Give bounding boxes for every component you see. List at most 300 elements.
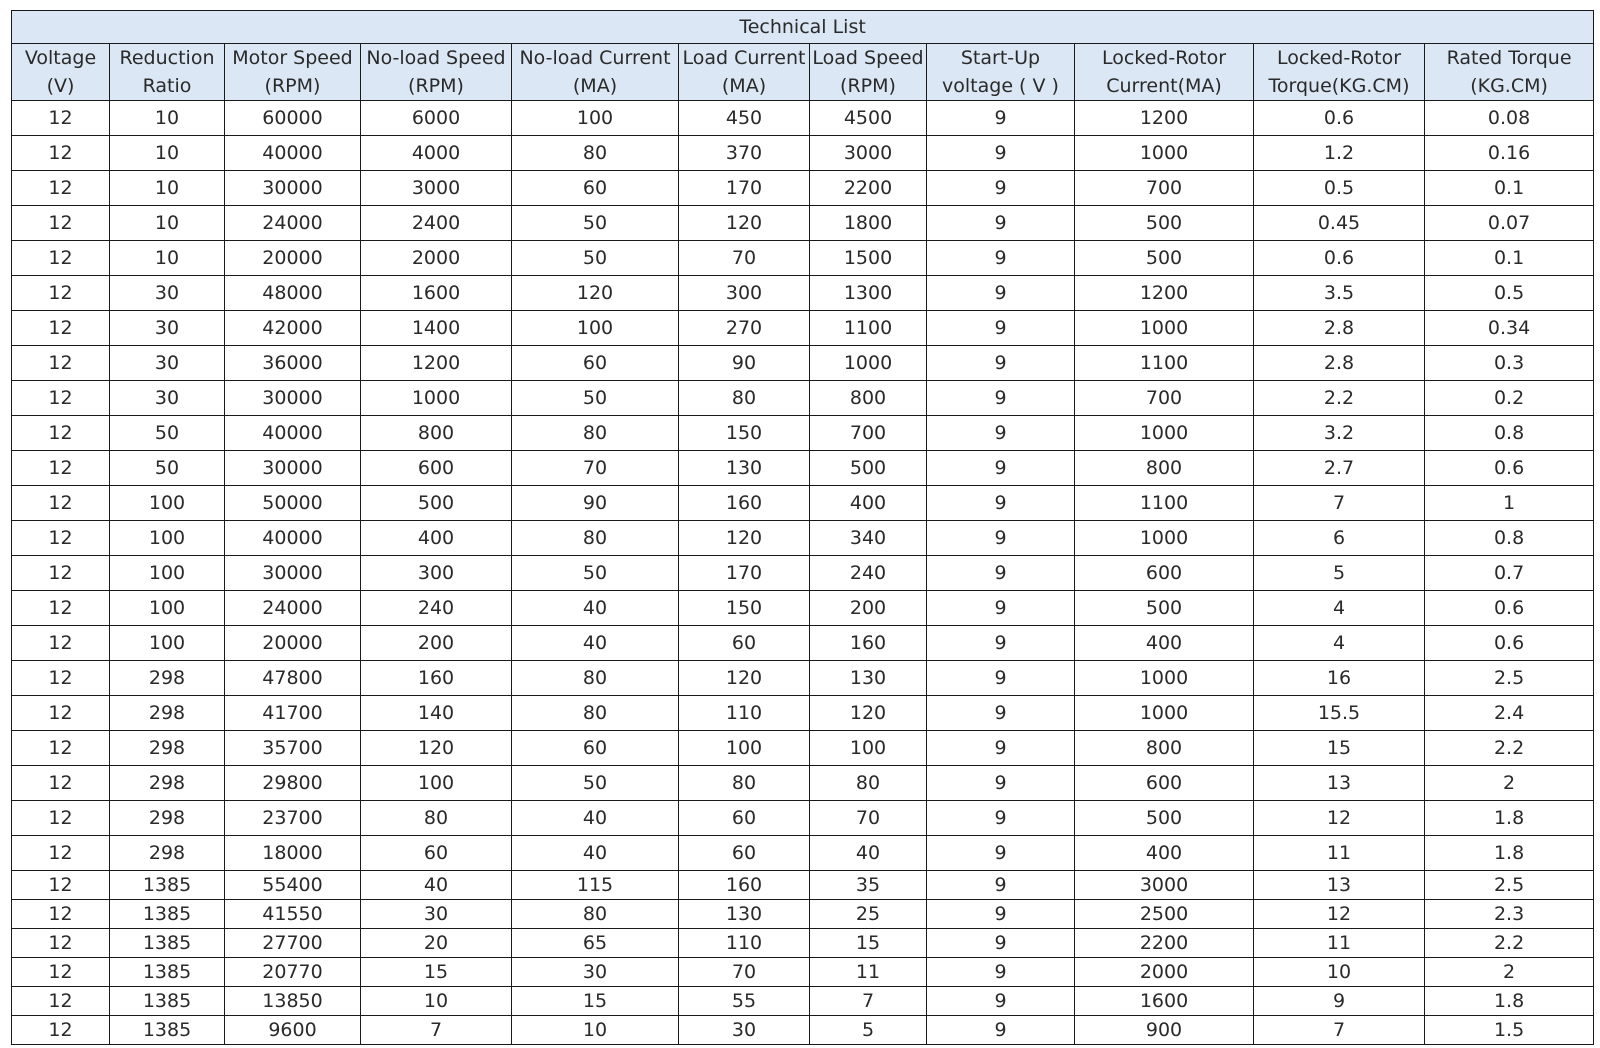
column-header: [927, 44, 1075, 101]
table-cell: 12: [12, 696, 110, 731]
table-cell: 15: [810, 929, 927, 958]
table-cell: 3.5: [1254, 276, 1425, 311]
table-cell: 12: [12, 521, 110, 556]
table-cell: 3000: [1075, 871, 1254, 900]
table-cell: 9: [927, 871, 1075, 900]
table-cell: 100: [110, 486, 225, 521]
table-cell: 50: [512, 556, 679, 591]
column-header-line1: Reduction: [119, 47, 215, 69]
table-cell: 0.6: [1425, 451, 1594, 486]
table-cell: 40: [512, 591, 679, 626]
column-header-line2: Current(MA): [1106, 75, 1222, 97]
table-cell: 30: [110, 346, 225, 381]
table-cell: 80: [512, 521, 679, 556]
column-header-line1: Voltage: [24, 47, 97, 69]
table-cell: 1.2: [1254, 136, 1425, 171]
table-cell: 13: [1254, 766, 1425, 801]
table-cell: 3000: [361, 171, 512, 206]
table-cell: 2.3: [1425, 900, 1594, 929]
table-cell: 12: [12, 206, 110, 241]
table-cell: 100: [110, 556, 225, 591]
table-row: [12, 1016, 1594, 1045]
table-cell: 500: [1075, 801, 1254, 836]
table-cell: 2.8: [1254, 311, 1425, 346]
column-header-line2: (RPM): [408, 75, 464, 97]
table-cell: 9: [1254, 987, 1425, 1016]
table-cell: 100: [679, 731, 810, 766]
table-cell: 7: [1254, 1016, 1425, 1045]
table-cell: 298: [110, 696, 225, 731]
table-cell: 6000: [361, 101, 512, 136]
table-cell: 0.08: [1425, 101, 1594, 136]
table-cell: 48000: [225, 276, 361, 311]
table-cell: 0.3: [1425, 346, 1594, 381]
table-cell: 12: [12, 136, 110, 171]
column-header-line2: (MA): [721, 75, 767, 97]
table-cell: 1.8: [1425, 836, 1594, 871]
column-header-line1: Start-Up: [960, 47, 1041, 69]
table-cell: 298: [110, 801, 225, 836]
table-cell: 1300: [810, 276, 927, 311]
table-cell: 298: [110, 766, 225, 801]
table-cell: 3.2: [1254, 416, 1425, 451]
table-cell: 120: [810, 696, 927, 731]
table-cell: 12: [12, 929, 110, 958]
table-cell: 1500: [810, 241, 927, 276]
table-cell: 0.07: [1425, 206, 1594, 241]
table-cell: 2.2: [1254, 381, 1425, 416]
table-row: [12, 987, 1594, 1016]
table-cell: 1.5: [1425, 1016, 1594, 1045]
table-cell: 50: [110, 451, 225, 486]
table-cell: 9: [927, 136, 1075, 171]
table-cell: 2.4: [1425, 696, 1594, 731]
table-cell: 18000: [225, 836, 361, 871]
table-row: [12, 241, 1594, 276]
table-cell: 9: [927, 591, 1075, 626]
table-cell: 100: [110, 626, 225, 661]
column-header-line1: Locked-Rotor: [1101, 47, 1227, 69]
table-cell: 300: [361, 556, 512, 591]
table-cell: 90: [512, 486, 679, 521]
column-header-line2: (MA): [572, 75, 618, 97]
table-cell: 80: [810, 766, 927, 801]
table-cell: 150: [679, 416, 810, 451]
table-cell: 140: [361, 696, 512, 731]
column-header-line2: Torque(KG.CM): [1268, 75, 1410, 97]
table-cell: 12: [12, 1016, 110, 1045]
table-cell: 15: [1254, 731, 1425, 766]
table-cell: 100: [810, 731, 927, 766]
table-cell: 42000: [225, 311, 361, 346]
table-cell: 0.7: [1425, 556, 1594, 591]
column-header-line1: Load Speed: [812, 47, 924, 69]
table-cell: 12: [12, 346, 110, 381]
table-cell: 0.16: [1425, 136, 1594, 171]
table-cell: 340: [810, 521, 927, 556]
table-cell: 240: [810, 556, 927, 591]
table-cell: 0.8: [1425, 416, 1594, 451]
table-cell: 270: [679, 311, 810, 346]
table-cell: 9: [927, 929, 1075, 958]
table-cell: 60: [679, 801, 810, 836]
table-cell: 25: [810, 900, 927, 929]
table-cell: 12: [12, 556, 110, 591]
table-body: [12, 101, 1594, 1045]
table-cell: 0.5: [1254, 171, 1425, 206]
table-cell: 40: [512, 836, 679, 871]
column-header: [225, 44, 361, 101]
table-cell: 298: [110, 731, 225, 766]
table-cell: 9: [927, 276, 1075, 311]
table-cell: 0.2: [1425, 381, 1594, 416]
table-cell: 0.8: [1425, 521, 1594, 556]
table-cell: 90: [679, 346, 810, 381]
table-cell: 160: [679, 871, 810, 900]
table-cell: 1000: [1075, 136, 1254, 171]
table-cell: 1400: [361, 311, 512, 346]
table-cell: 36000: [225, 346, 361, 381]
table-cell: 450: [679, 101, 810, 136]
table-cell: 9: [927, 171, 1075, 206]
table-cell: 9: [927, 836, 1075, 871]
table-cell: 160: [361, 661, 512, 696]
column-header-line1: Rated Torque: [1446, 47, 1572, 69]
table-cell: 80: [512, 136, 679, 171]
table-cell: 1000: [810, 346, 927, 381]
table-cell: 110: [679, 696, 810, 731]
table-row: [12, 836, 1594, 871]
table-cell: 1600: [1075, 987, 1254, 1016]
table-cell: 1000: [1075, 661, 1254, 696]
table-cell: 1000: [361, 381, 512, 416]
table-cell: 200: [810, 591, 927, 626]
table-cell: 12: [12, 591, 110, 626]
table-cell: 60: [679, 836, 810, 871]
table-row: [12, 900, 1594, 929]
table-cell: 1000: [1075, 311, 1254, 346]
table-cell: 47800: [225, 661, 361, 696]
table-cell: 30000: [225, 556, 361, 591]
table-cell: 9: [927, 311, 1075, 346]
table-cell: 400: [1075, 836, 1254, 871]
table-cell: 600: [1075, 556, 1254, 591]
table-row: [12, 276, 1594, 311]
table-title: Technical List: [12, 11, 1594, 44]
table-cell: 9: [927, 346, 1075, 381]
table-cell: 1200: [1075, 276, 1254, 311]
table-cell: 2000: [361, 241, 512, 276]
table-cell: 1: [1425, 486, 1594, 521]
table-cell: 9: [927, 958, 1075, 987]
table-cell: 40: [361, 871, 512, 900]
table-cell: 120: [679, 206, 810, 241]
table-cell: 12: [12, 836, 110, 871]
table-row: [12, 556, 1594, 591]
table-cell: 15: [361, 958, 512, 987]
table-cell: 0.45: [1254, 206, 1425, 241]
table-cell: 9: [927, 451, 1075, 486]
table-cell: 50000: [225, 486, 361, 521]
table-cell: 370: [679, 136, 810, 171]
table-cell: 2: [1425, 766, 1594, 801]
table-cell: 23700: [225, 801, 361, 836]
table-row: [12, 766, 1594, 801]
table-cell: 12: [12, 626, 110, 661]
table-cell: 1600: [361, 276, 512, 311]
table-row: [12, 171, 1594, 206]
table-cell: 500: [1075, 241, 1254, 276]
table-cell: 9: [927, 206, 1075, 241]
table-cell: 60: [361, 836, 512, 871]
table-cell: 11: [1254, 929, 1425, 958]
table-cell: 7: [361, 1016, 512, 1045]
column-header: [1425, 44, 1594, 101]
table-row: [12, 929, 1594, 958]
column-header-line1: No-load Speed: [366, 47, 506, 69]
table-cell: 9: [927, 101, 1075, 136]
table-cell: 9: [927, 731, 1075, 766]
column-header-line2: Ratio: [142, 75, 192, 97]
table-cell: 12: [12, 731, 110, 766]
table-cell: 100: [110, 591, 225, 626]
table-cell: 100: [512, 101, 679, 136]
table-cell: 80: [512, 900, 679, 929]
table-cell: 13850: [225, 987, 361, 1016]
table-cell: 1200: [361, 346, 512, 381]
table-row: [12, 311, 1594, 346]
table-cell: 9: [927, 521, 1075, 556]
table-cell: 1100: [1075, 346, 1254, 381]
table-cell: 60000: [225, 101, 361, 136]
table-cell: 800: [1075, 451, 1254, 486]
table-cell: 12: [12, 801, 110, 836]
table-cell: 27700: [225, 929, 361, 958]
table-cell: 80: [512, 696, 679, 731]
table-cell: 4500: [810, 101, 927, 136]
table-cell: 800: [361, 416, 512, 451]
table-cell: 4: [1254, 591, 1425, 626]
table-cell: 100: [110, 521, 225, 556]
table-cell: 1385: [110, 900, 225, 929]
table-cell: 1385: [110, 958, 225, 987]
table-cell: 300: [679, 276, 810, 311]
table-cell: 160: [679, 486, 810, 521]
column-header-line2: (V): [46, 75, 75, 97]
table-cell: 80: [361, 801, 512, 836]
table-cell: 10: [110, 241, 225, 276]
table-cell: 240: [361, 591, 512, 626]
table-cell: 900: [1075, 1016, 1254, 1045]
table-cell: 9: [927, 416, 1075, 451]
table-row: [12, 871, 1594, 900]
table-cell: 298: [110, 836, 225, 871]
table-cell: 7: [1254, 486, 1425, 521]
table-cell: 2200: [810, 171, 927, 206]
table-cell: 0.6: [1254, 241, 1425, 276]
table-cell: 11: [810, 958, 927, 987]
technical-list-sheet: [11, 10, 1593, 1045]
table-cell: 12: [12, 276, 110, 311]
table-cell: 12: [12, 871, 110, 900]
table-cell: 12: [12, 101, 110, 136]
table-row: [12, 101, 1594, 136]
table-cell: 41700: [225, 696, 361, 731]
table-cell: 1800: [810, 206, 927, 241]
column-header-line1: Motor Speed: [232, 47, 353, 69]
table-cell: 80: [679, 381, 810, 416]
table-cell: 1.8: [1425, 987, 1594, 1016]
column-header: [12, 44, 110, 101]
table-cell: 9: [927, 801, 1075, 836]
table-cell: 120: [679, 661, 810, 696]
table-cell: 160: [810, 626, 927, 661]
table-cell: 20000: [225, 241, 361, 276]
table-cell: 10: [110, 206, 225, 241]
column-header: [110, 44, 225, 101]
table-cell: 55400: [225, 871, 361, 900]
table-cell: 80: [679, 766, 810, 801]
table-cell: 400: [1075, 626, 1254, 661]
table-cell: 55: [679, 987, 810, 1016]
table-cell: 3000: [810, 136, 927, 171]
table-cell: 12: [1254, 801, 1425, 836]
table-cell: 1385: [110, 871, 225, 900]
table-cell: 30: [512, 958, 679, 987]
table-cell: 40000: [225, 416, 361, 451]
table-cell: 2.8: [1254, 346, 1425, 381]
table-cell: 60: [512, 346, 679, 381]
column-header-line1: Load Current: [682, 47, 806, 69]
table-cell: 9: [927, 987, 1075, 1016]
table-cell: 120: [679, 521, 810, 556]
table-cell: 400: [361, 521, 512, 556]
column-header: [810, 44, 927, 101]
table-cell: 12: [12, 311, 110, 346]
table-cell: 0.5: [1425, 276, 1594, 311]
table-cell: 130: [679, 900, 810, 929]
table-cell: 11: [1254, 836, 1425, 871]
table-cell: 1200: [1075, 101, 1254, 136]
table-cell: 70: [679, 241, 810, 276]
table-cell: 12: [12, 241, 110, 276]
table-cell: 10: [110, 136, 225, 171]
table-cell: 12: [12, 381, 110, 416]
table-cell: 50: [512, 241, 679, 276]
table-cell: 600: [361, 451, 512, 486]
table-cell: 70: [679, 958, 810, 987]
table-cell: 0.1: [1425, 171, 1594, 206]
table-row: [12, 696, 1594, 731]
table-cell: 40: [512, 801, 679, 836]
table-cell: 41550: [225, 900, 361, 929]
table-row: [12, 451, 1594, 486]
table-cell: 200: [361, 626, 512, 661]
table-cell: 9: [927, 696, 1075, 731]
table-row: [12, 731, 1594, 766]
column-header-line1: Locked-Rotor: [1276, 47, 1402, 69]
table-cell: 12: [12, 171, 110, 206]
technical-list-table: [11, 10, 1594, 1045]
table-cell: 4: [1254, 626, 1425, 661]
table-cell: 150: [679, 591, 810, 626]
table-cell: 12: [12, 900, 110, 929]
table-cell: 500: [361, 486, 512, 521]
table-cell: 1385: [110, 1016, 225, 1045]
table-cell: 700: [1075, 381, 1254, 416]
table-cell: 0.6: [1425, 626, 1594, 661]
table-cell: 20000: [225, 626, 361, 661]
table-cell: 50: [512, 381, 679, 416]
table-cell: 115: [512, 871, 679, 900]
table-cell: 700: [1075, 171, 1254, 206]
table-cell: 60: [512, 731, 679, 766]
table-cell: 9: [927, 381, 1075, 416]
table-cell: 60: [679, 626, 810, 661]
table-cell: 9: [927, 1016, 1075, 1045]
table-cell: 9: [927, 626, 1075, 661]
column-header: [1075, 44, 1254, 101]
table-cell: 30000: [225, 171, 361, 206]
table-cell: 50: [512, 766, 679, 801]
table-cell: 800: [1075, 731, 1254, 766]
table-cell: 12: [12, 987, 110, 1016]
table-cell: 2.2: [1425, 731, 1594, 766]
table-cell: 65: [512, 929, 679, 958]
table-cell: 9: [927, 486, 1075, 521]
table-cell: 9: [927, 241, 1075, 276]
table-cell: 40000: [225, 521, 361, 556]
table-cell: 9600: [225, 1016, 361, 1045]
table-cell: 2200: [1075, 929, 1254, 958]
table-cell: 12: [12, 661, 110, 696]
table-row: [12, 136, 1594, 171]
table-cell: 120: [361, 731, 512, 766]
table-cell: 5: [810, 1016, 927, 1045]
table-row: [12, 381, 1594, 416]
table-cell: 15: [512, 987, 679, 1016]
table-cell: 1.8: [1425, 801, 1594, 836]
table-cell: 7: [810, 987, 927, 1016]
table-row: [12, 416, 1594, 451]
table-cell: 70: [810, 801, 927, 836]
table-cell: 1385: [110, 929, 225, 958]
table-cell: 12: [12, 416, 110, 451]
table-cell: 2.2: [1425, 929, 1594, 958]
table-cell: 0.34: [1425, 311, 1594, 346]
table-cell: 2: [1425, 958, 1594, 987]
table-cell: 12: [12, 486, 110, 521]
column-header-row: [12, 44, 1594, 101]
table-cell: 5: [1254, 556, 1425, 591]
table-cell: 130: [810, 661, 927, 696]
table-cell: 24000: [225, 206, 361, 241]
table-cell: 0.1: [1425, 241, 1594, 276]
table-cell: 35700: [225, 731, 361, 766]
table-cell: 6: [1254, 521, 1425, 556]
table-cell: 70: [512, 451, 679, 486]
column-header: [361, 44, 512, 101]
table-cell: 24000: [225, 591, 361, 626]
table-cell: 60: [512, 171, 679, 206]
table-cell: 600: [1075, 766, 1254, 801]
table-cell: 298: [110, 661, 225, 696]
column-header-line2: (RPM): [264, 75, 321, 97]
table-cell: 2500: [1075, 900, 1254, 929]
table-cell: 2000: [1075, 958, 1254, 987]
table-cell: 13: [1254, 871, 1425, 900]
table-cell: 500: [1075, 206, 1254, 241]
